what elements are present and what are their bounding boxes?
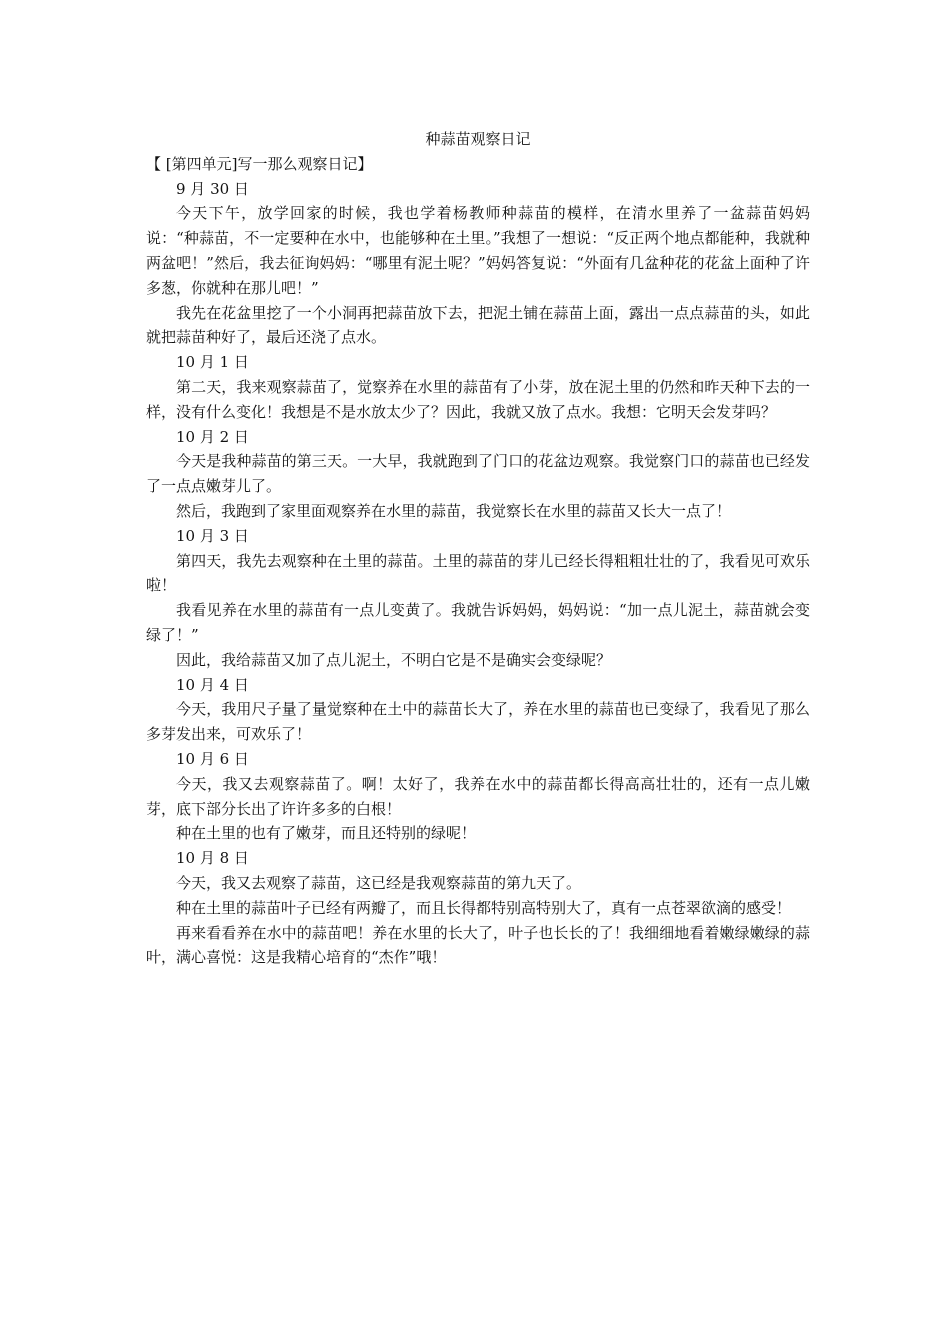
entry-paragraph: 我看见养在水里的蒜苗有一点儿变黄了。我就告诉妈妈，妈妈说：“加一点儿泥土，蒜苗就会变绿了！” [146,601,810,644]
entry-paragraph: 今天下午，放学回家的时候，我也学着杨教师种蒜苗的模样，在清水里养了一盆蒜苗妈妈说：“种蒜苗，不一定要种在水中，也能够种在土里。”我想了一想说：“反正两个地点都能种，我就种两盆吧！”然后，我去征询妈妈：“哪里有泥土呢？”妈妈答复说：“外面有几盆种花的花盆上面种了许多葱，你就种在那儿吧！” [146,204,810,297]
diary-entry [146,747,810,846]
entry-paragraph: 种在土里的也有了嫩芽，而且还特别的绿呢！ [176,824,477,843]
entry-paragraph: 再来看看养在水中的蒜苗吧！养在水里的长大了，叶子也长长的了！我细细地看着嫩绿嫩绿的蒜叶，满心喜悦：这是我精心培育的“杰作”哦！ [146,923,810,967]
entry-date: 9 月 30 日 [176,179,249,198]
entry-paragraph: 今天是我种蒜苗的第三天。一大早，我就跑到了门口的花盆边观察。我觉察门口的蒜苗也已经发了一点点嫩芽儿了。 [146,452,810,496]
document-body [146,127,810,970]
diary-entry [146,673,810,747]
diary-entry [146,425,810,524]
entry-paragraph: 第四天，我先去观察种在土里的蒜苗。土里的蒜苗的芽儿已经长得粗粗壮壮的了，我看见可欢乐啦！ [146,551,810,595]
diary-entry [146,846,810,970]
entry-paragraph: 今天，我又去观察了蒜苗，这已经是我观察蒜苗的第九天了。 [176,873,582,892]
entry-paragraph: 第二天，我来观察蒜苗了，觉察养在水里的蒜苗有了小芽，放在泥土里的仍然和昨天种下去的一样，没有什么变化！我想是不是水放太少了？因此，我就又放了点水。我想：它明天会发芽吗？ [146,377,810,421]
document-subtitle: 【 [第四单元]写一那么观察日记】 [146,154,373,173]
entry-date: 10 月 3 日 [176,526,249,545]
entry-paragraph: 我先在花盆里挖了一个小洞再把蒜苗放下去，把泥土铺在蒜苗上面，露出一点点蒜苗的头，如此就把蒜苗种好了，最后还浇了点水。 [146,303,810,347]
diary-entry [146,524,810,673]
entry-paragraph: 然后，我跑到了家里面观察养在水里的蒜苗，我觉察长在水里的蒜苗又长大一点了！ [176,501,732,520]
entry-paragraph: 今天，我又去观察蒜苗了。啊！太好了，我养在水中的蒜苗都长得高高壮壮的，还有一点儿嫩芽，底下部分长出了许许多多的白根！ [146,774,810,818]
entry-date: 10 月 4 日 [176,675,249,694]
diary-entry [146,177,810,351]
entry-paragraph: 今天，我用尺子量了量觉察种在土中的蒜苗长大了，养在水里的蒜苗也已变绿了，我看见了那么多芽发出来，可欢乐了！ [146,700,810,744]
entry-paragraph: 种在土里的蒜苗叶子已经有两瓣了，而且长得都特别高特别大了，真有一点苍翠欲滴的感受！ [176,898,792,917]
entry-date: 10 月 6 日 [176,749,249,768]
entry-paragraph: 因此，我给蒜苗又加了点儿泥土，不明白它是不是确实会变绿呢？ [176,650,612,669]
entry-date: 10 月 1 日 [176,353,249,372]
document-title: 种蒜苗观察日记 [425,130,531,148]
diary-entry [146,350,810,424]
entry-date: 10 月 8 日 [176,849,249,868]
entry-date: 10 月 2 日 [176,427,249,446]
